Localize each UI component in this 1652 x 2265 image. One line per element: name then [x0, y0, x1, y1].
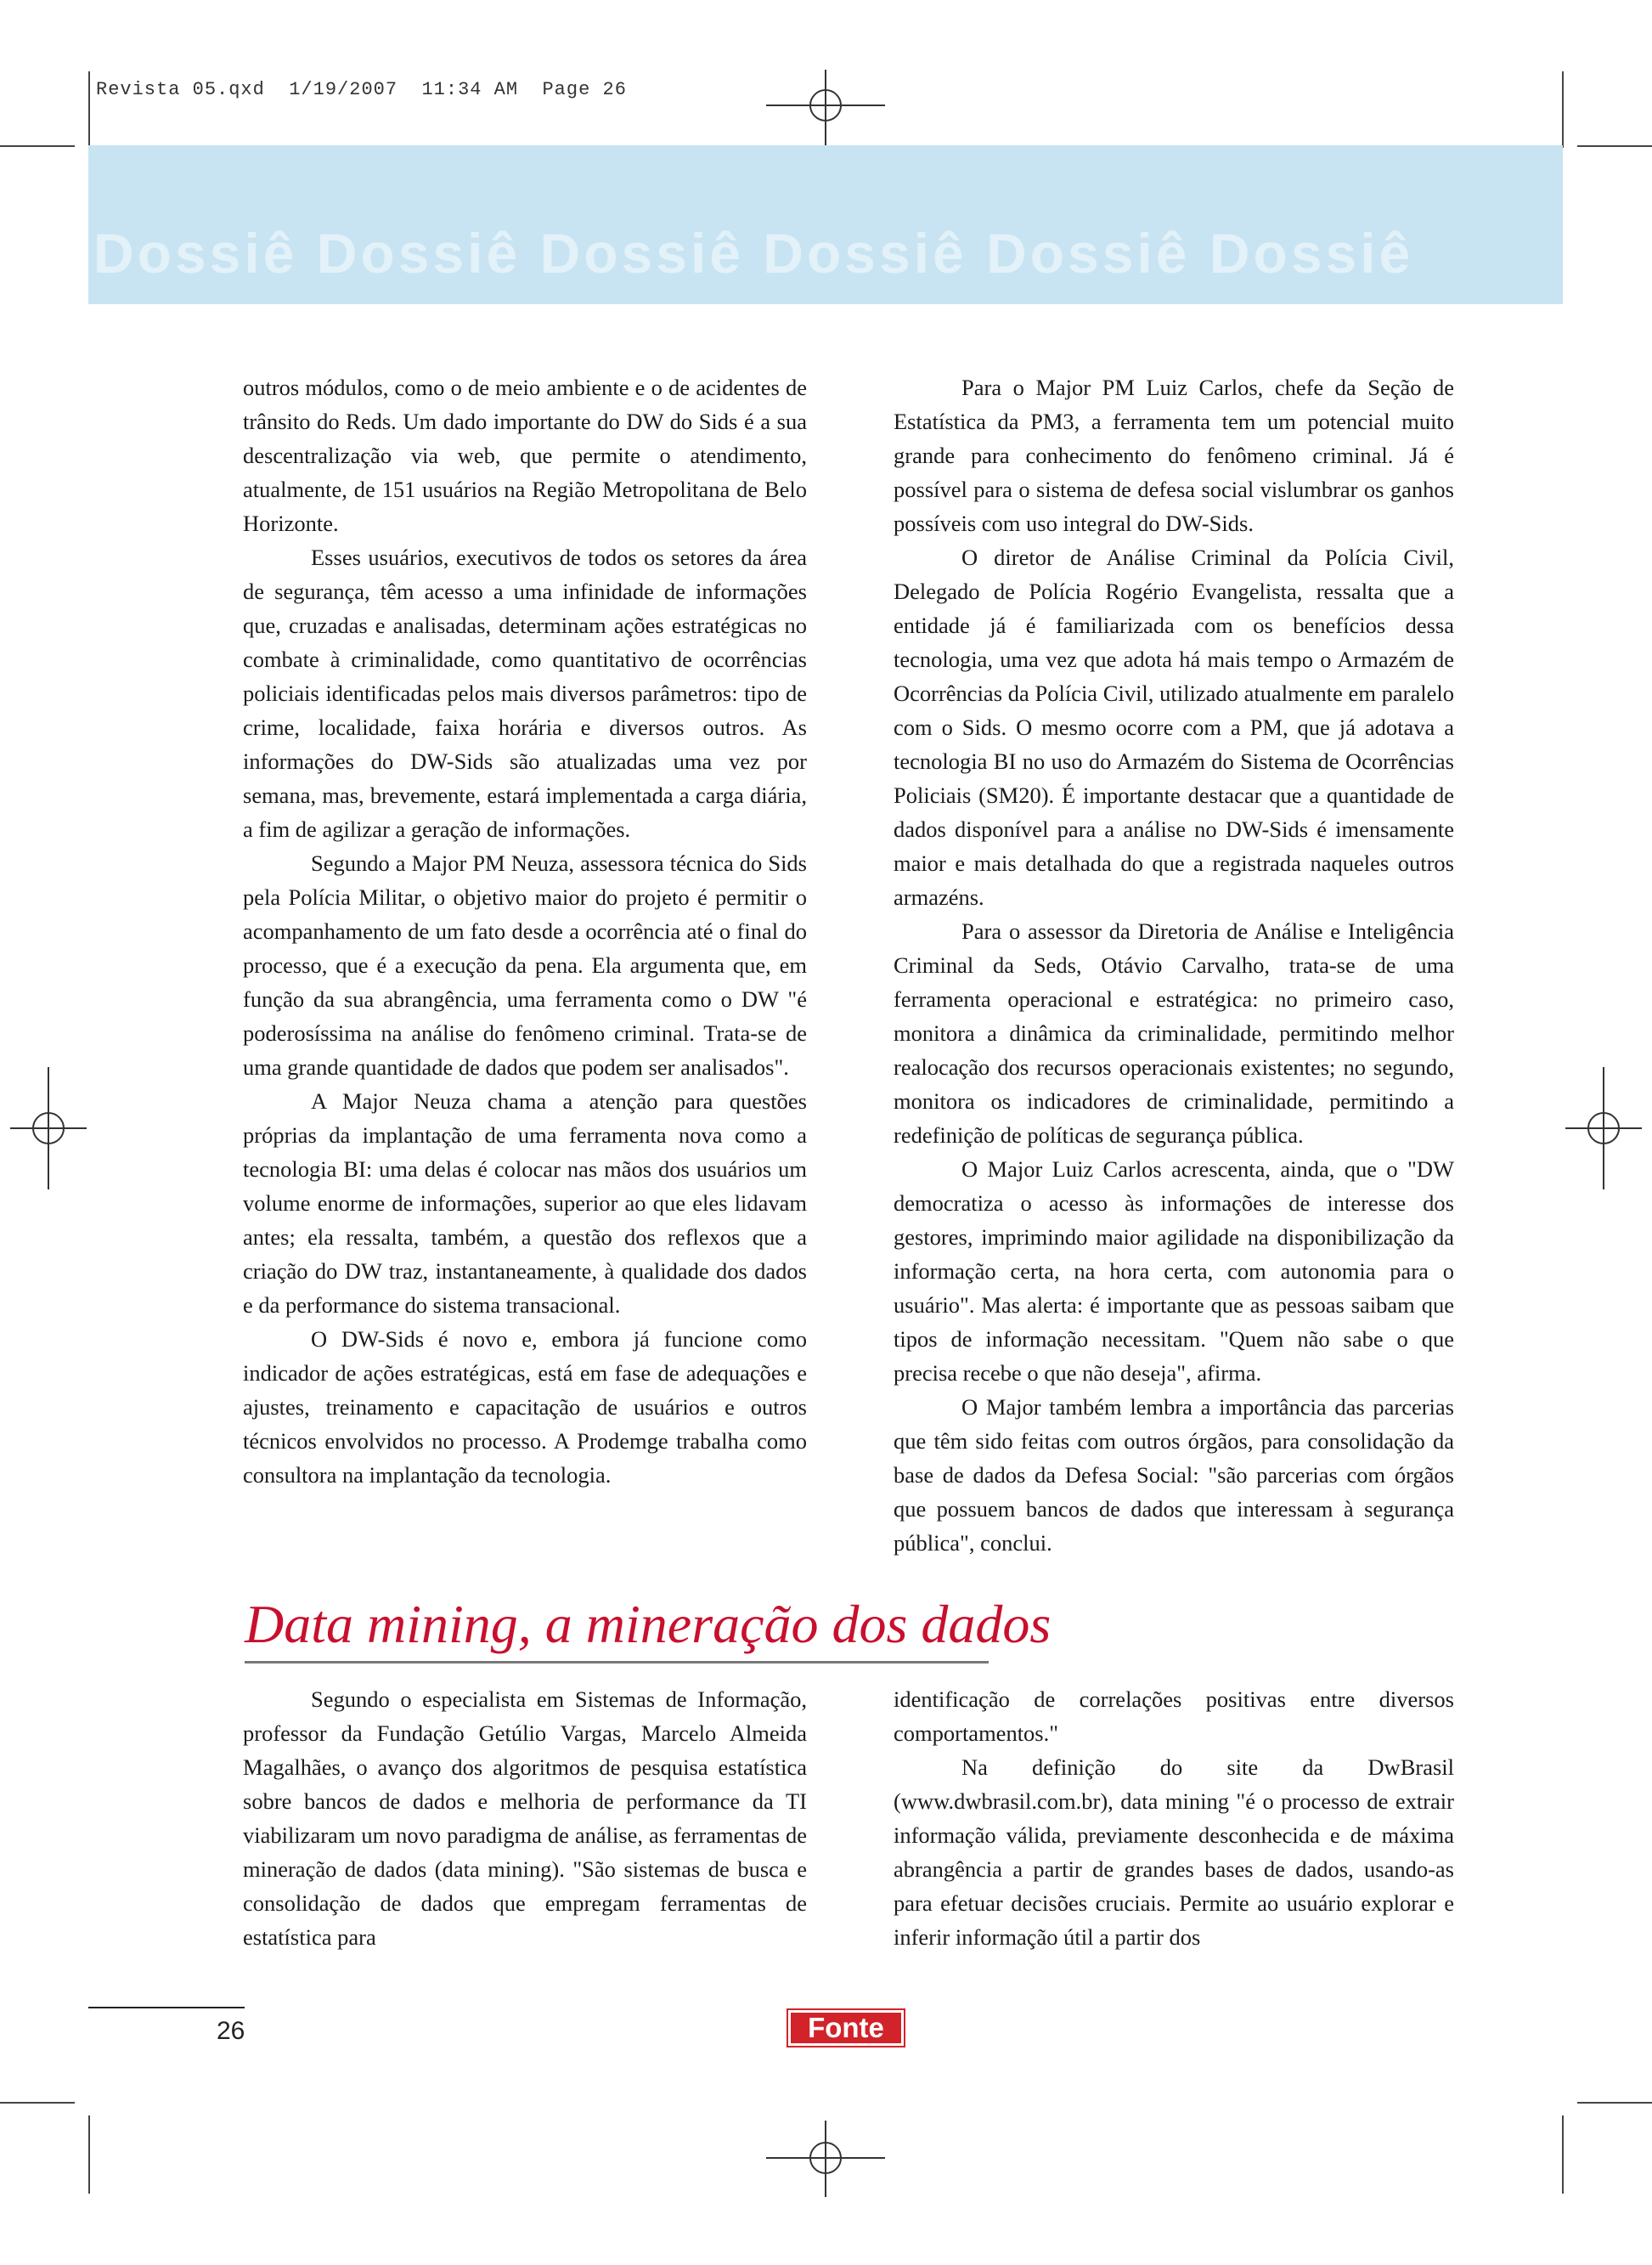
section-divider — [245, 1661, 989, 1663]
body-column-4 — [894, 1682, 1454, 1954]
printer-slug: Revista 05.qxd 1/19/2007 11:34 AM Page 26 — [96, 79, 627, 100]
header-band — [88, 145, 1563, 304]
body-column-1 — [243, 370, 807, 1492]
paragraph: Segundo a Major PM Neuza, assessora técnica do Sids pela Polícia Militar, o objetivo maior do projeto é permitir o acompanhamento de um fato desde a ocorrência até o final do processo, que é a execução da pena. Ela argumenta que, em função da sua abrangência, uma ferramenta como o DW "é poderosíssima na análise do fenômeno criminal. Trata-se de uma grande quantidade de dados que podem ser analisados". — [243, 850, 807, 1080]
paragraph: O Major Luiz Carlos acrescenta, ainda, que o "DW democratiza o acesso às informações de interesse dos gestores, imprimindo maior agilidade na disponibilização da informação certa, na hora certa, com autonomia para o usuário". Mas alerta: é importante que as pessoas saibam que tipos de informação necessitam. "Quem não sabe o que precisa recebe o que não deseja", afirma. — [894, 1156, 1454, 1386]
paragraph: O Major também lembra a importância das parcerias que têm sido feitas com outros órgãos, para consolidação da base de dados da Defesa Social: "são parcerias com órgãos que possuem bancos de dados que interessam à segurança pública", conclui. — [894, 1394, 1454, 1556]
crop-mark — [88, 2115, 90, 2194]
paragraph: A Major Neuza chama a atenção para questões próprias da implantação de uma ferramenta nova como a tecnologia BI: uma delas é colocar nas mãos dos usuários um volume enorme de informações, superior ao que eles lidavam antes; ela ressalta, também, a questão dos reflexos que a criação do DW traz, instantaneamente, à qualidade dos dados e da performance do sistema transacional. — [243, 1088, 807, 1318]
registration-mark-icon — [1565, 1067, 1642, 1189]
paragraph: outros módulos, como o de meio ambiente e o de acidentes de trânsito do Reds. Um dado importante do DW do Sids é a sua descentralização via web, que permite o atendimento, atualmente, de 151 usuários na Região Metropolitana de Belo Horizonte. — [243, 375, 807, 536]
paragraph: Para o assessor da Diretoria de Análise e Inteligência Criminal da Seds, Otávio Carvalho, trata-se de uma ferramenta operacional e estratégica: no primeiro caso, monitora a dinâmica da criminalidade, permitindo melhor realocação dos recursos operacionais existentes; no segundo, monitora os indicadores de criminalidade, permitindo a redefinição de políticas de segurança pública. — [894, 918, 1454, 1148]
page-number: 26 — [217, 2017, 245, 2045]
crop-mark — [1577, 2102, 1652, 2104]
paragraph: Esses usuários, executivos de todos os setores da área de segurança, têm acesso a uma infinidade de informações que, cruzadas e analisadas, determinam ações estratégicas no combate à criminalidade, como quantitativo de ocorrências policiais identificadas pelos mais diversos parâmetros: tipo de crime, localidade, faixa horária e diversos outros. As informações do DW-Sids são atualizadas uma vez por semana, mas, brevemente, estará implementada a carga diária, a fim de agilizar a geração de informações. — [243, 545, 807, 842]
paragraph: Na definição do site da DwBrasil (www.dwbrasil.com.br), data mining "é o processo de extrair informação válida, previamente desconhecida e de máxima abrangência a partir de grandes bases de dados, usando-as para efetuar decisões cruciais. Permite ao usuário explorar e inferir informação útil a partir dos — [894, 1754, 1454, 1950]
paragraph: O diretor de Análise Criminal da Polícia Civil, Delegado de Polícia Rogério Evangelista, ressalta que a entidade já é familiarizada com os benefícios dessa tecnologia, uma vez que adota há mais tempo o Armazém de Ocorrências da Polícia Civil, utilizado atualmente em paralelo com o Sids. O mesmo ocorre com a PM, que já adotava a tecnologia BI no uso do Armazém do Sistema de Ocorrências Policiais (SM20). É importante destacar que a quantidade de dados disponível para a análise no DW-Sids é imensamente maior e mais detalhada do que a registrada naqueles outros armazéns. — [894, 545, 1454, 910]
paragraph: identificação de correlações positivas entre diversos comportamentos." — [894, 1686, 1454, 1746]
crop-mark — [88, 71, 90, 148]
registration-mark-icon — [766, 2121, 885, 2197]
section-title: Data mining, a mineração dos dados — [245, 1594, 1052, 1654]
crop-mark — [0, 145, 75, 147]
crop-mark — [1562, 2115, 1564, 2194]
crop-mark — [1577, 145, 1652, 147]
registration-mark-icon — [10, 1067, 87, 1189]
fonte-logo: Fonte — [788, 2010, 904, 2046]
header-band-text: Dossiê Dossiê Dossiê Dossiê Dossiê Dossiê — [93, 222, 1414, 285]
registration-mark-icon — [766, 70, 885, 146]
crop-mark — [1562, 71, 1564, 148]
footer-rule — [88, 2007, 245, 2008]
crop-mark — [0, 2102, 75, 2104]
paragraph: O DW-Sids é novo e, embora já funcione como indicador de ações estratégicas, está em fase de adequações e ajustes, treinamento e capacitação de usuários e outros técnicos envolvidos no processo. A Prodemge trabalha como consultora na implantação da tecnologia. — [243, 1326, 807, 1488]
body-column-2 — [894, 370, 1454, 1560]
body-column-3 — [243, 1682, 807, 1954]
paragraph: Segundo o especialista em Sistemas de Informação, professor da Fundação Getúlio Vargas, Marcelo Almeida Magalhães, o avanço dos algoritmos de pesquisa estatística sobre bancos de dados e melhoria de performance da TI viabilizaram um novo paradigma de análise, as ferramentas de mineração de dados (data mining). "São sistemas de busca e consolidação de dados que empregam ferramentas de estatística para — [243, 1686, 807, 1950]
paragraph: Para o Major PM Luiz Carlos, chefe da Seção de Estatística da PM3, a ferramenta tem um potencial muito grande para conhecimento do fenômeno criminal. Já é possível para o sistema de defesa social vislumbrar os ganhos possíveis com uso integral do DW-Sids. — [894, 375, 1454, 536]
